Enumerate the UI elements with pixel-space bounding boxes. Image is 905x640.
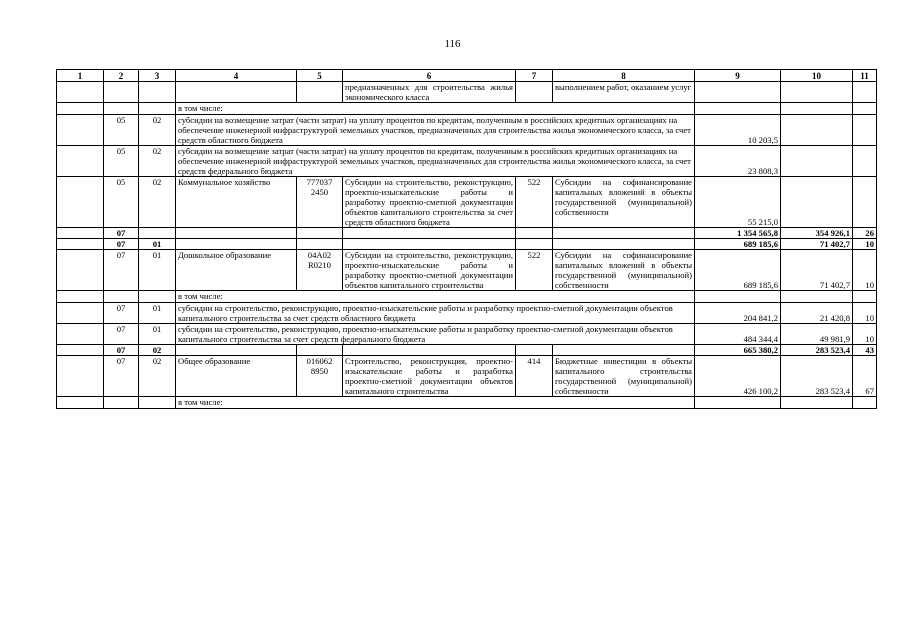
column-header-3: 3 bbox=[139, 70, 176, 82]
cell-c3 bbox=[139, 397, 176, 409]
cell-c7: 414 bbox=[516, 356, 553, 397]
cell-c5 bbox=[297, 345, 343, 356]
cell-c9: 689 185,6 bbox=[695, 239, 781, 250]
table-row bbox=[57, 397, 877, 409]
cell-c3: 02 bbox=[139, 345, 176, 356]
cell-c2: 05 bbox=[104, 177, 139, 228]
cell-c2 bbox=[104, 397, 139, 409]
cell-c10 bbox=[781, 146, 853, 177]
cell-c1 bbox=[57, 115, 104, 146]
cell-c10 bbox=[781, 82, 853, 103]
cell-c9: 55 215,0 bbox=[695, 177, 781, 228]
cell-c11 bbox=[853, 291, 877, 303]
cell-c11: 26 bbox=[853, 228, 877, 239]
cell-c1 bbox=[57, 82, 104, 103]
budget-table bbox=[56, 69, 877, 409]
table-row bbox=[57, 115, 877, 146]
cell-c10: 283 523,4 bbox=[781, 356, 853, 397]
cell-text: субсидии на строительство, реконструкцию, проектно-изыскательские работы и разработку проектно-сметной документации объектов капитального строительства за счет средств областного бюджета bbox=[176, 303, 695, 324]
cell-c11: 10 bbox=[853, 239, 877, 250]
column-header-1: 1 bbox=[57, 70, 104, 82]
cell-c11 bbox=[853, 115, 877, 146]
cell-c8: выполнением работ, оказанием услуг bbox=[553, 82, 695, 103]
cell-c1 bbox=[57, 324, 104, 345]
cell-c4 bbox=[176, 228, 297, 239]
cell-c9: 23 808,3 bbox=[695, 146, 781, 177]
cell-c8: Субсидии на софинансирование капитальных вложений в объекты государственной (муниципальной) собственности bbox=[553, 177, 695, 228]
page-number: 116 bbox=[444, 38, 461, 50]
cell-c11: 67 bbox=[853, 356, 877, 397]
column-header-7: 7 bbox=[516, 70, 553, 82]
cell-c3 bbox=[139, 228, 176, 239]
cell-c11 bbox=[853, 397, 877, 409]
table-row bbox=[57, 177, 877, 228]
cell-c11 bbox=[853, 146, 877, 177]
cell-c10 bbox=[781, 177, 853, 228]
cell-c2: 07 bbox=[104, 228, 139, 239]
cell-c8 bbox=[553, 239, 695, 250]
cell-c3: 01 bbox=[139, 250, 176, 291]
cell-c10: 354 926,1 bbox=[781, 228, 853, 239]
cell-c5 bbox=[297, 239, 343, 250]
cell-c2 bbox=[104, 103, 139, 115]
cell-c6 bbox=[343, 239, 516, 250]
cell-c9 bbox=[695, 82, 781, 103]
cell-c10 bbox=[781, 115, 853, 146]
cell-c11 bbox=[853, 82, 877, 103]
cell-c2: 07 bbox=[104, 250, 139, 291]
cell-c1 bbox=[57, 239, 104, 250]
cell-c7 bbox=[516, 239, 553, 250]
cell-c11: 10 bbox=[853, 324, 877, 345]
table-row bbox=[57, 82, 877, 103]
cell-c3 bbox=[139, 291, 176, 303]
cell-c10: 71 402,7 bbox=[781, 239, 853, 250]
cell-c9: 484 344,4 bbox=[695, 324, 781, 345]
cell-c6: Строительство, реконструкция, проектно-изыскательские работы и разработка проектно-сметной документации объектов капитального строительства bbox=[343, 356, 516, 397]
cell-c1 bbox=[57, 356, 104, 397]
cell-c3: 02 bbox=[139, 356, 176, 397]
cell-c9: 689 185,6 bbox=[695, 250, 781, 291]
cell-c1 bbox=[57, 345, 104, 356]
cell-c7: 522 bbox=[516, 177, 553, 228]
cell-c10: 71 402,7 bbox=[781, 250, 853, 291]
cell-c1 bbox=[57, 103, 104, 115]
cell-c8: Бюджетные инвестиции в объекты капитального строительства государственной (муниципальной) собственности bbox=[553, 356, 695, 397]
cell-text: субсидии на строительство, реконструкцию, проектно-изыскательские работы и разработку проектно-сметной документации объектов капитального строительства за счет средств федерального бюджета bbox=[176, 324, 695, 345]
cell-c9: 204 841,2 bbox=[695, 303, 781, 324]
cell-text: в том числе: bbox=[176, 397, 695, 409]
cell-c7 bbox=[516, 345, 553, 356]
cell-c2 bbox=[104, 291, 139, 303]
cell-c8 bbox=[553, 345, 695, 356]
cell-c3: 02 bbox=[139, 146, 176, 177]
table-row bbox=[57, 303, 877, 324]
cell-c3 bbox=[139, 82, 176, 103]
cell-c4 bbox=[176, 345, 297, 356]
cell-c9: 426 100,2 bbox=[695, 356, 781, 397]
cell-c4 bbox=[176, 239, 297, 250]
cell-text: субсидии на возмещение затрат (части затрат) на уплату процентов по кредитам, полученным в российских кредитных организациях на обеспечение инженерной инфраструктурой земельных участков, предназначенных для строительства жилья экономического класса, за счет средств федерального бюджета bbox=[176, 146, 695, 177]
cell-c5 bbox=[297, 82, 343, 103]
cell-c2: 07 bbox=[104, 345, 139, 356]
cell-c5: 777037 2450 bbox=[297, 177, 343, 228]
table-row bbox=[57, 250, 877, 291]
cell-c7 bbox=[516, 228, 553, 239]
cell-c10 bbox=[781, 291, 853, 303]
table-row bbox=[57, 239, 877, 250]
table-row bbox=[57, 324, 877, 345]
cell-c3 bbox=[139, 103, 176, 115]
cell-c11: 43 bbox=[853, 345, 877, 356]
cell-c11: 10 bbox=[853, 250, 877, 291]
column-header-2: 2 bbox=[104, 70, 139, 82]
cell-c2: 07 bbox=[104, 324, 139, 345]
column-header-6: 6 bbox=[343, 70, 516, 82]
cell-c10 bbox=[781, 103, 853, 115]
cell-c11 bbox=[853, 103, 877, 115]
cell-c2: 07 bbox=[104, 303, 139, 324]
cell-c9: 665 380,2 bbox=[695, 345, 781, 356]
cell-c1 bbox=[57, 228, 104, 239]
cell-c6 bbox=[343, 345, 516, 356]
table-header-row bbox=[57, 70, 877, 82]
cell-c3: 01 bbox=[139, 324, 176, 345]
cell-text: в том числе: bbox=[176, 291, 695, 303]
table-row bbox=[57, 291, 877, 303]
cell-c7: 522 bbox=[516, 250, 553, 291]
cell-c4: Общее образование bbox=[176, 356, 297, 397]
column-header-5: 5 bbox=[297, 70, 343, 82]
table-row bbox=[57, 228, 877, 239]
cell-c2: 05 bbox=[104, 146, 139, 177]
cell-c3: 01 bbox=[139, 303, 176, 324]
cell-c9 bbox=[695, 291, 781, 303]
cell-c11 bbox=[853, 177, 877, 228]
cell-text: субсидии на возмещение затрат (части затрат) на уплату процентов по кредитам, полученным в российских кредитных организациях на обеспечение инженерной инфраструктурой земельных участков, предназначенных для строительства жилья экономического класса, за счет средств областного бюджета bbox=[176, 115, 695, 146]
cell-c2 bbox=[104, 82, 139, 103]
cell-c4: Дошкольное образование bbox=[176, 250, 297, 291]
cell-c9 bbox=[695, 397, 781, 409]
cell-c3: 02 bbox=[139, 115, 176, 146]
table-row bbox=[57, 356, 877, 397]
cell-c6: Субсидии на строительство, реконструкцию, проектно-изыскательские работы и разработку проектно-сметной документации объектов капитального строительства за счет средств областного бюджета bbox=[343, 177, 516, 228]
table-row bbox=[57, 345, 877, 356]
cell-c10: 283 523,4 bbox=[781, 345, 853, 356]
column-header-8: 8 bbox=[553, 70, 695, 82]
column-header-4: 4 bbox=[176, 70, 297, 82]
cell-c9: 1 354 565,8 bbox=[695, 228, 781, 239]
table-row bbox=[57, 103, 877, 115]
cell-c7 bbox=[516, 82, 553, 103]
cell-c1 bbox=[57, 146, 104, 177]
cell-c3: 01 bbox=[139, 239, 176, 250]
cell-c2: 07 bbox=[104, 356, 139, 397]
cell-c8 bbox=[553, 228, 695, 239]
column-header-10: 10 bbox=[781, 70, 853, 82]
cell-c5: 04А02 R0210 bbox=[297, 250, 343, 291]
cell-c1 bbox=[57, 177, 104, 228]
cell-c10 bbox=[781, 397, 853, 409]
cell-c6: предназначенных для строительства жилья экономического класса bbox=[343, 82, 516, 103]
cell-c4 bbox=[176, 82, 297, 103]
cell-c1 bbox=[57, 397, 104, 409]
cell-c5: 016062 8950 bbox=[297, 356, 343, 397]
cell-c1 bbox=[57, 303, 104, 324]
cell-c9: 10 203,5 bbox=[695, 115, 781, 146]
cell-text: в том числе: bbox=[176, 103, 695, 115]
table-row bbox=[57, 146, 877, 177]
cell-c4: Коммунальное хозяйство bbox=[176, 177, 297, 228]
cell-c11: 10 bbox=[853, 303, 877, 324]
cell-c10: 21 420,8 bbox=[781, 303, 853, 324]
cell-c5 bbox=[297, 228, 343, 239]
cell-c1 bbox=[57, 291, 104, 303]
cell-c9 bbox=[695, 103, 781, 115]
cell-c2: 05 bbox=[104, 115, 139, 146]
cell-c1 bbox=[57, 250, 104, 291]
cell-c6 bbox=[343, 228, 516, 239]
cell-c2: 07 bbox=[104, 239, 139, 250]
column-header-9: 9 bbox=[695, 70, 781, 82]
column-header-11: 11 bbox=[853, 70, 877, 82]
cell-c6: Субсидии на строительство, реконструкцию, проектно-изыскательские работы и разработку проектно-сметной документации объектов капитального строительства bbox=[343, 250, 516, 291]
cell-c3: 02 bbox=[139, 177, 176, 228]
cell-c10: 49 981,9 bbox=[781, 324, 853, 345]
cell-c8: Субсидии на софинансирование капитальных вложений в объекты государственной (муниципальной) собственности bbox=[553, 250, 695, 291]
